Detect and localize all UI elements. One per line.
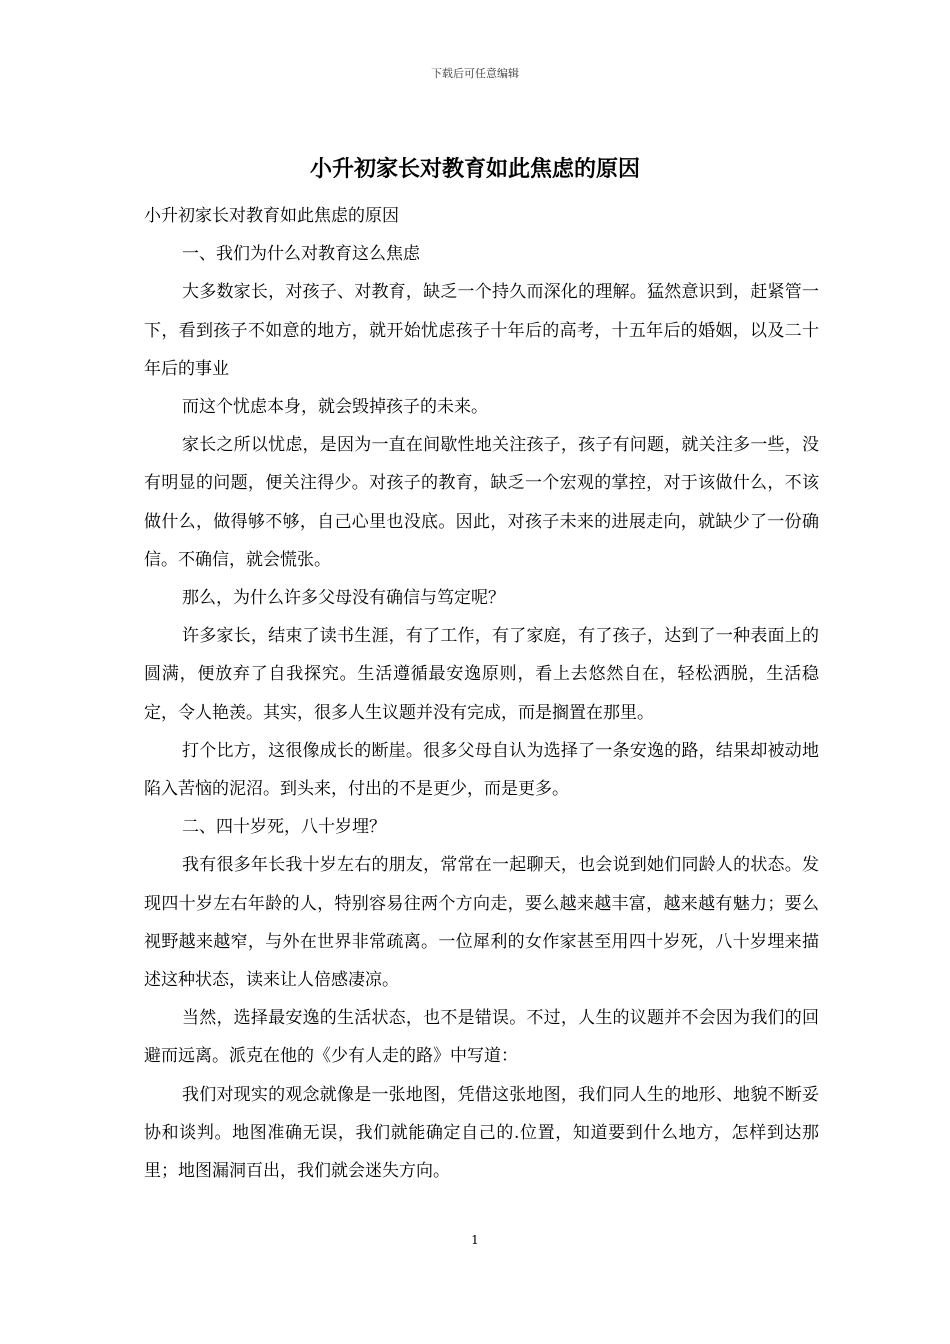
paragraph: 当然，选择最安逸的生活状态，也不是错误。不过，人生的议题并不会因为我们的回避而远离。派克在他的《少有人走的路》中写道： — [144, 1008, 819, 1067]
paragraph: 那么，为什么许多父母没有确信与笃定呢？ — [182, 588, 505, 609]
section-heading-1: 一、我们为什么对教育这么焦虑 — [182, 244, 420, 265]
paragraph-subtitle: 小升初家长对教育如此焦虑的原因 — [144, 206, 399, 226]
document-body — [144, 197, 819, 1190]
paragraph: 我们对现实的观念就像是一张地图，凭借这张地图，我们同人生的地形、地貌不断妥协和谈判。地图准确无误，我们就能确定自己的.位置，知道要到什么地方，怎样到达那里；地图漏洞百出，我们就会迷失方向。 — [144, 1084, 819, 1182]
paragraph: 我有很多年长我十岁左右的朋友，常常在一起聊天，也会说到她们同龄人的状态。发现四十岁左右年龄的人，特别容易往两个方向走，要么越来越丰富，越来越有魅力；要么视野越来越窄，与外在世界非常疏离。一位犀利的女作家甚至用四十岁死，八十岁埋来描述这种状态，读来让人倍感凄凉。 — [144, 855, 819, 991]
paragraph: 家长之所以忧虑，是因为一直在间歇性地关注孩子，孩子有问题，就关注多一些，没有明显的问题，便关注得少。对孩子的教育，缺乏一个宏观的掌控，对于该做什么，不该做什么，做得够不够，自己心里也没底。因此，对孩子未来的进展走向，就缺少了一份确信。不确信，就会慌张。 — [144, 435, 819, 570]
paragraph: 而这个忧虑本身，就会毁掉孩子的未来。 — [182, 397, 488, 418]
section-heading-2: 二、四十岁死，八十岁埋？ — [182, 817, 386, 838]
header-note: 下载后可任意编辑 — [431, 67, 519, 80]
paragraph: 许多家长，结束了读书生涯，有了工作，有了家庭，有了孩子，达到了一种表面上的圆满，便放弃了自我探究。生活遵循最安逸原则，看上去悠然自在，轻松洒脱，生活稳定，令人艳羡。其实，很多人生议题并没有完成，而是搁置在那里。 — [144, 626, 819, 723]
page-number: 1 — [471, 1233, 479, 1247]
paragraph: 大多数家长，对孩子、对教育，缺乏一个持久而深化的理解。猛然意识到，赶紧管一下，看到孩子不如意的地方，就开始忧虑孩子十年后的高考，十五年后的婚姻，以及二十年后的事业 — [144, 282, 819, 379]
document-title: 小升初家长对教育如此焦虑的原因 — [309, 156, 640, 182]
paragraph: 打个比方，这很像成长的断崖。很多父母自认为选择了一条安逸的路，结果却被动地陷入苦恼的泥沼。到头来，付出的不是更少，而是更多。 — [144, 740, 819, 800]
